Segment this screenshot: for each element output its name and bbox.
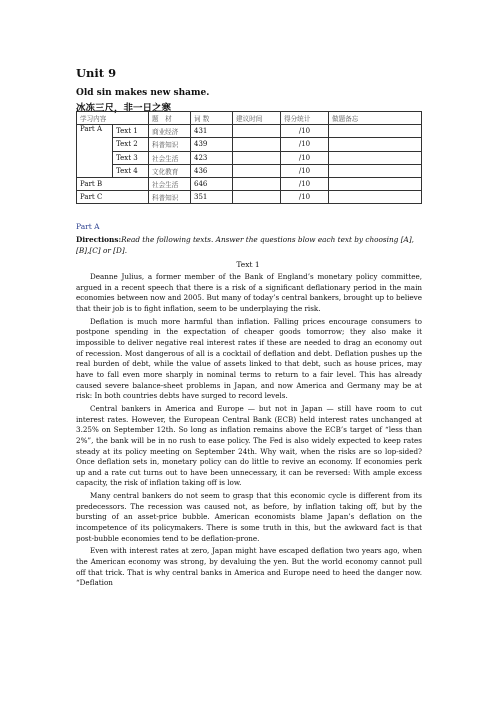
table-row [77,125,422,138]
time-cell[interactable] [233,138,281,151]
time-cell[interactable] [233,164,281,177]
topic-cell: 商业经济 [149,125,191,138]
header-content: 学习内容 [77,112,149,125]
score-cell: /10 [281,125,329,138]
paragraph: Deanne Julius, a former member of the Bank of England’s monetary policy committee, argued in a recent speech that there is a risk of a significant deflationary period in the main economies between now and 2005. But many of today’s central bankers, brought up to believe that their job is to fight inflation, seem to be underplaying the risk. [76,272,422,313]
time-cell[interactable] [233,151,281,164]
paragraph: Central bankers in America and Europe — but not in Japan — still have room to cut interest rates. However, the European Central Bank (ECB) held interest rates unchanged at 3.25% on September 12th. So long as inflation remains above the ECB’s target of “less than 2%”, the bank will be in no rush to ease policy. The Fed is also widely expected to keep rates steady at its policy meeting on September 24th. Why wait, when the risks are so lop-sided? Once deflation sets in, monetary policy can do little to revive an economy. If economies perk up and a rate cut turns out to have been unnecessary, it can be reversed: With ample excess capacity, the risk of inflation taking off is low. [76,403,422,488]
header-words: 词 数 [191,112,233,125]
time-cell[interactable] [233,177,281,190]
paragraph: Many central bankers do not seem to grasp that this economic cycle is different from its predecessors. The recession was caused not, as before, by inflation taking off, but by the bursting of an asset-price bubble. American economists blame Japan’s deflation on the incompetence of its policymakers. There is some truth in this, but the awkward fact is that post-bubble economies tend to be deflation-prone. [76,491,422,543]
topic-cell: 科普知识 [149,191,191,204]
part-cell: Part A [77,125,113,178]
words-cell: 439 [191,138,233,151]
table-row [77,191,422,204]
topic-cell: 社会生活 [149,151,191,164]
time-cell[interactable] [233,191,281,204]
topic-cell: 社会生活 [149,177,191,190]
table-header-row [77,112,422,125]
part-cell: Part B [77,177,149,190]
words-cell: 351 [191,191,233,204]
score-cell: /10 [281,177,329,190]
subtitle-chinese: 冰冻三尺，非一日之寒 [76,103,172,114]
score-cell: /10 [281,151,329,164]
words-cell: 646 [191,177,233,190]
text-cell: Text 2 [113,138,149,151]
score-cell: /10 [281,138,329,151]
unit-title: Unit 9 [76,66,117,80]
words-cell: 423 [191,151,233,164]
table-row [77,138,422,151]
table-row [77,151,422,164]
paragraph: Deflation is much more harmful than inflation. Falling prices encourage consumers to postpone spending in the expectation of cheaper goods tomorrow; they also make it impossible to deliver negative real interest rates if these are needed to drag an economy out of recession. Most dangerous of all is a cocktail of deflation and debt. Deflation pushes up the real burden of debt, while the value of assets linked to that debt, such as house prices, may have to fall even more sharply in nominal terms to return to a fair level. This has already caused severe balance-sheet problems in Japan, and now America and Germany may be at risk: In both countries debts have surged to record levels. [76,316,422,401]
header-score: 得分统计 [281,112,329,125]
notes-cell[interactable] [329,164,422,177]
directions-label: Directions: [76,235,122,244]
notes-cell[interactable] [329,151,422,164]
header-notes: 做题备忘 [329,112,422,125]
text-title: Text 1 [236,260,260,269]
words-cell: 431 [191,125,233,138]
time-cell[interactable] [233,125,281,138]
header-suggested-time: 建议时间 [233,112,281,125]
paragraph: Even with interest rates at zero, Japan might have escaped deflation two years ago, when the American economy was strong, by devaluing the yen. But the world economy cannot pull off that trick. That is why central banks in America and Europe need to heed the danger now. “Deflation [76,546,422,588]
header-topic: 题 材 [149,112,191,125]
notes-cell[interactable] [329,138,422,151]
part-cell: Part C [77,191,149,204]
text-cell: Text 4 [113,164,149,177]
directions [76,235,422,256]
score-cell: /10 [281,164,329,177]
topic-cell: 科普知识 [149,138,191,151]
subtitle-english: Old sin makes new shame. [76,88,210,98]
notes-cell[interactable] [329,125,422,138]
table-row [77,177,422,190]
study-plan-table [76,111,422,204]
text-cell: Text 1 [113,125,149,138]
notes-cell[interactable] [329,191,422,204]
part-a-heading: Part A [76,222,100,231]
notes-cell[interactable] [329,177,422,190]
directions-text: Read the following texts. Answer the questions blow each text by choosing [A],[B],[C] or [D]. [76,235,414,255]
words-cell: 436 [191,164,233,177]
score-cell: /10 [281,191,329,204]
table-row [77,164,422,177]
article-body [76,272,422,591]
topic-cell: 文化教育 [149,164,191,177]
text-cell: Text 3 [113,151,149,164]
